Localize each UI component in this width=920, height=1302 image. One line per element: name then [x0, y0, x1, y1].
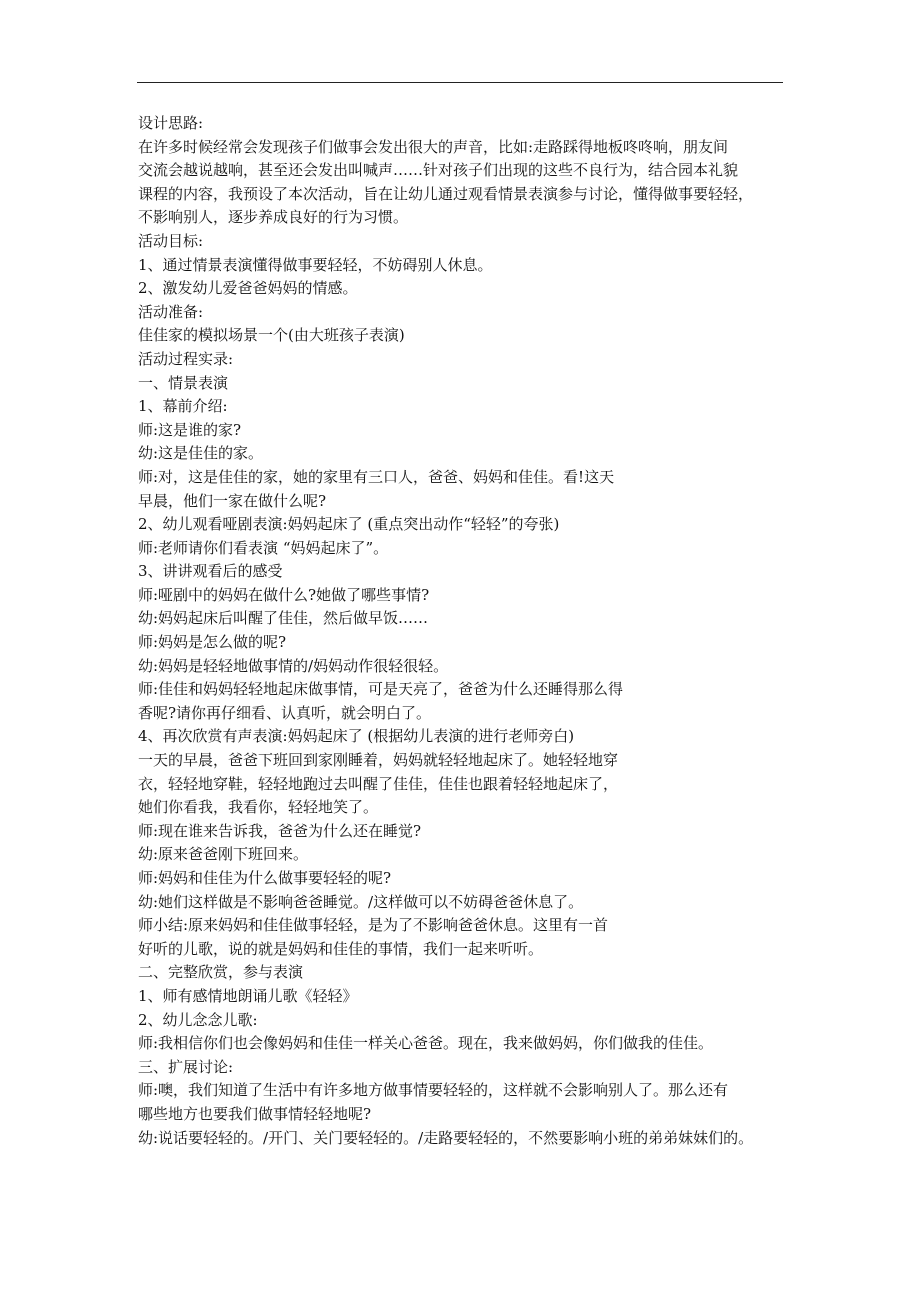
- text-line: 衣，轻轻地穿鞋，轻轻地跑过去叫醒了佳佳，佳佳也跟着轻轻地起床了，: [138, 774, 619, 793]
- text-line: 1、师有感情地朗诵儿歌《轻轻》: [138, 986, 358, 1005]
- text-line: 一天的早晨，爸爸下班回到家刚睡着，妈妈就轻轻地起床了。她轻轻地穿: [138, 751, 619, 770]
- text-line: 哪些地方也要我们做事情轻轻地呢?: [138, 1104, 372, 1123]
- header-rule: [137, 82, 783, 83]
- text-line: 一、情景表演: [138, 373, 229, 392]
- text-line: 2、幼儿观看哑剧表演:妈妈起床了 (重点突出动作“轻轻”的夸张): [138, 515, 560, 534]
- text-line: 师:现在谁来告诉我，爸爸为什么还在睡觉?: [138, 821, 422, 840]
- text-line: 幼:说话要轻轻的。/开门、关门要轻轻的。/走路要轻轻的，不然要影响小班的弟弟妹妹们的。: [138, 1128, 754, 1147]
- text-line: 师:哑剧中的妈妈在做什么?她做了哪些事情?: [138, 585, 430, 604]
- text-line: 设计思路:: [138, 114, 204, 132]
- text-line: 三、扩展讨论:: [138, 1057, 234, 1076]
- text-line: 师:噢，我们知道了生活中有许多地方做事情要轻轻的，这样就不会影响别人了。那么还有: [138, 1081, 729, 1100]
- text-line: 好听的儿歌，说的就是妈妈和佳佳的事情，我们一起来听听。: [138, 939, 544, 958]
- document-body: [138, 112, 788, 1150]
- text-line: 活动过程实录:: [138, 349, 234, 368]
- text-line: 师:我相信你们也会像妈妈和佳佳一样关心爸爸。现在，我来做妈妈，你们做我的佳佳。: [138, 1034, 714, 1053]
- text-line: 佳佳家的模拟场景一个(由大班孩子表演): [138, 326, 405, 345]
- text-line: 师:妈妈和佳佳为什么做事要轻轻的呢?: [138, 869, 392, 887]
- text-line: 3、讲讲观看后的感受: [138, 562, 283, 581]
- text-line: 幼:她们这样做是不影响爸爸睡觉。/这样做可以不妨碍爸爸休息了。: [138, 892, 584, 911]
- text-line: 师:老师请你们看表演 “妈妈起床了”。: [138, 538, 389, 557]
- text-line: 她们你看我，我看你，轻轻地笑了。: [138, 798, 379, 817]
- text-line: 在许多时候经常会发现孩子们做事会发出很大的声音，比如:走路踩得地板咚咚响，朋友间: [138, 137, 729, 156]
- text-line: 师:佳佳和妈妈轻轻地起床做事情，可是天亮了，爸爸为什么还睡得那么得: [138, 680, 624, 699]
- text-line: 1、幕前介绍:: [138, 397, 228, 416]
- text-line: 2、幼儿念念儿歌:: [138, 1010, 258, 1029]
- text-line: 课程的内容，我预设了本次活动，旨在让幼儿通过观看情景表演参与讨论，懂得做事要轻轻，: [138, 184, 754, 203]
- text-line: 早晨，他们一家在做什么呢?: [138, 491, 327, 510]
- text-line: 师小结:原来妈妈和佳佳做事轻轻，是为了不影响爸爸休息。这里有一首: [138, 916, 609, 935]
- text-line: 二、完整欣赏，参与表演: [138, 963, 304, 982]
- text-line: 幼:原来爸爸刚下班回来。: [138, 845, 309, 864]
- text-line: 2、激发幼儿爱爸爸妈妈的情感。: [138, 279, 358, 298]
- text-line: 幼:妈妈是轻轻地做事情的/妈妈动作很轻很轻。: [138, 656, 449, 675]
- text-line: 师:这是谁的家?: [138, 420, 242, 439]
- text-line: 4、再次欣赏有声表演:妈妈起床了 (根据幼儿表演的进行老师旁白): [138, 727, 575, 746]
- text-line: 活动目标:: [138, 231, 204, 250]
- text-line: 1、通过情景表演懂得做事要轻轻，不妨碍别人休息。: [138, 255, 493, 274]
- text-line: 活动准备:: [138, 302, 204, 321]
- text-line: 交流会越说越响，甚至还会发出叫喊声……针对孩子们出现的这些不良行为，结合园本礼貌: [138, 161, 739, 180]
- text-line: 师:妈妈是怎么做的呢?: [138, 633, 287, 652]
- text-line: 香呢?请你再仔细看、认真听，就会明白了。: [138, 703, 432, 722]
- text-line: 幼:这是佳佳的家。: [138, 444, 264, 463]
- text-line: 师:对，这是佳佳的家，她的家里有三口人，爸爸、妈妈和佳佳。看!这天: [138, 467, 615, 486]
- text-line: 幼:妈妈起床后叫醒了佳佳，然后做早饭……: [138, 609, 429, 628]
- text-line: 不影响别人，逐步养成良好的行为习惯。: [138, 208, 409, 227]
